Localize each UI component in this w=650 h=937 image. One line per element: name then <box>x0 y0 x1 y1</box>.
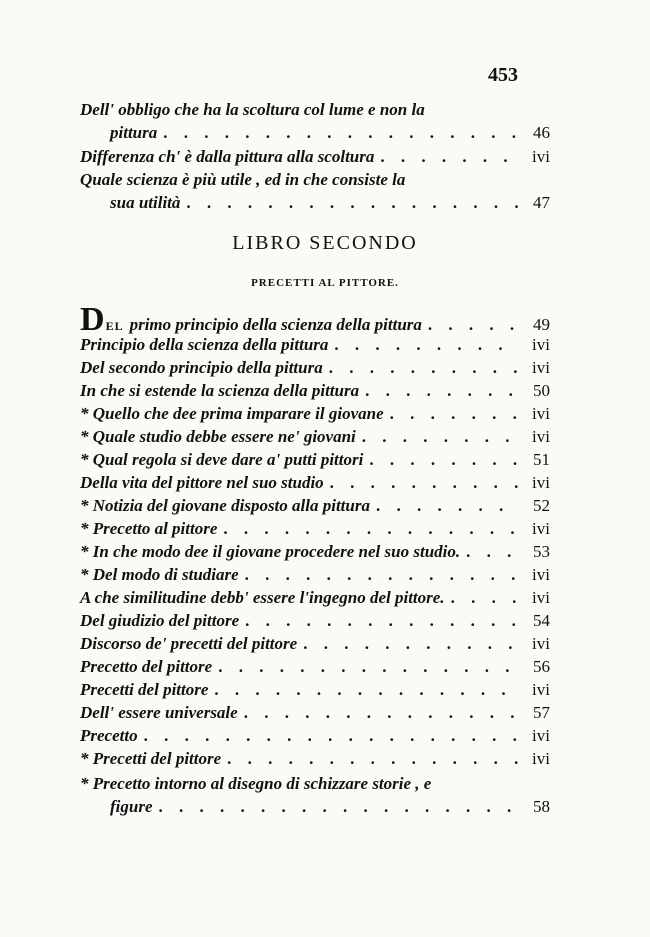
toc-entry-title: * Precetti del pittore <box>80 749 222 768</box>
toc-page: ivi <box>532 358 550 377</box>
toc-entry-title: Dell' essere universale <box>80 703 238 722</box>
leader-dots <box>451 586 518 609</box>
leader-dots <box>330 471 518 494</box>
toc-entry <box>80 772 550 818</box>
toc-entry-title: primo principio della scienza della pittura <box>129 315 422 334</box>
toc-entry-title: * Del modo di studiare <box>80 565 239 584</box>
toc-page: 52 <box>533 496 550 515</box>
toc-entry <box>80 632 550 655</box>
toc-entry <box>80 701 550 724</box>
toc-entry <box>80 586 550 609</box>
toc-entry-title: Dell' obbligo che ha la scoltura col lume e non la <box>80 100 425 119</box>
toc-page: ivi <box>532 335 550 354</box>
toc-entry-title-cont: figure <box>110 797 153 816</box>
leader-dots <box>369 448 518 471</box>
toc-entry-title: Discorso de' precetti del pittore <box>80 634 298 653</box>
toc-entry-title-cont: sua utilità <box>110 193 181 212</box>
toc-page: ivi <box>532 427 550 446</box>
small-caps: EL <box>105 319 124 333</box>
toc-entry <box>80 494 550 517</box>
toc-entry-title: Principio della scienza della pittura <box>80 335 329 354</box>
toc-page: ivi <box>532 565 550 584</box>
leader-dots <box>227 747 518 770</box>
toc-entry-title: * Quale studio debbe essere ne' giovani <box>80 427 356 446</box>
toc-page: 53 <box>533 542 550 561</box>
leader-dots <box>214 678 518 701</box>
toc-entry-title: Del secondo principio della pittura <box>80 358 323 377</box>
toc-entry-title: Precetto <box>80 726 138 745</box>
toc-page: ivi <box>532 588 550 607</box>
leader-dots <box>245 609 518 632</box>
leader-dots <box>245 563 518 586</box>
toc-entry-title: * Quello che dee prima imparare il giovane <box>80 404 384 423</box>
toc-entry-title: Precetto del pittore <box>80 657 213 676</box>
toc-entry-title: Quale scienza è più utile , ed in che consiste la <box>80 170 406 189</box>
leader-dots <box>390 402 518 425</box>
toc-entry <box>80 747 550 770</box>
leader-dots <box>218 655 518 678</box>
page-number: 453 <box>488 64 518 86</box>
toc-entry <box>80 471 550 494</box>
toc-page: 58 <box>533 797 550 816</box>
toc-entry-title: * In che modo dee il giovane procedere nel suo studio. <box>80 542 461 561</box>
toc-entry <box>80 145 550 168</box>
toc-entry-title: * Precetto intorno al disegno di schizzare storie , e <box>80 774 432 793</box>
leader-dots <box>244 701 518 724</box>
toc-entry <box>80 678 550 701</box>
toc-entry <box>80 301 550 338</box>
leader-dots <box>159 795 519 818</box>
toc-entry <box>80 655 550 678</box>
toc-entry <box>80 98 550 144</box>
toc-page: ivi <box>532 726 550 745</box>
toc-page: 51 <box>533 450 550 469</box>
drop-cap: D <box>80 301 105 338</box>
toc-list <box>80 333 550 770</box>
leader-dots <box>223 517 518 540</box>
toc-entry <box>80 540 550 563</box>
toc-entry <box>80 333 550 356</box>
toc-page: ivi <box>532 404 550 423</box>
toc-page: ivi <box>532 749 550 768</box>
leader-dots <box>376 494 518 517</box>
toc-entry-title: Precetti del pittore <box>80 680 209 699</box>
leader-dots <box>163 121 518 144</box>
toc-entry-title: A che similitudine debb' essere l'ingegno del pittore. <box>80 588 445 607</box>
section-title: PRECETTI AL PITTORE. <box>251 277 399 289</box>
toc-page: 56 <box>533 657 550 676</box>
leader-dots <box>144 724 518 747</box>
toc-page: 46 <box>533 123 550 142</box>
book-title: LIBRO SECONDO <box>232 232 418 254</box>
toc-page: ivi <box>532 473 550 492</box>
leader-dots <box>329 356 518 379</box>
toc-page: 54 <box>533 611 550 630</box>
toc-entry <box>80 448 550 471</box>
leader-dots <box>334 333 518 356</box>
toc-entry-title: In che si estende la scienza della pittura <box>80 381 360 400</box>
toc-entry <box>80 517 550 540</box>
toc-entry <box>80 724 550 747</box>
toc-page: 57 <box>533 703 550 722</box>
toc-entry-title: * Notizia del giovane disposto alla pittura <box>80 496 370 515</box>
leader-dots <box>365 379 518 402</box>
leader-dots <box>466 540 518 563</box>
toc-entry <box>80 609 550 632</box>
toc-entry <box>80 168 550 214</box>
toc-page: 49 <box>533 315 550 334</box>
toc-entry-title-cont: pittura <box>110 123 158 142</box>
toc-entry-title: Del giudizio del pittore <box>80 611 240 630</box>
leader-dots <box>303 632 518 655</box>
leader-dots <box>380 145 518 168</box>
toc-entry-title: Differenza ch' è dalla pittura alla scoltura <box>80 147 375 166</box>
toc-page: ivi <box>532 680 550 699</box>
leader-dots <box>362 425 518 448</box>
toc-page: 47 <box>533 193 550 212</box>
toc-entry <box>80 356 550 379</box>
toc-entry <box>80 563 550 586</box>
toc-page: ivi <box>532 147 550 166</box>
toc-entry-title: * Precetto al pittore <box>80 519 218 538</box>
leader-dots <box>186 191 518 214</box>
toc-entry <box>80 425 550 448</box>
toc-page: ivi <box>532 519 550 538</box>
toc-page: 50 <box>533 381 550 400</box>
toc-entry-title: * Qual regola si deve dare a' putti pittori <box>80 450 364 469</box>
toc-page: ivi <box>532 634 550 653</box>
toc-entry-title: Della vita del pittore nel suo studio <box>80 473 324 492</box>
toc-entry <box>80 402 550 425</box>
toc-entry <box>80 379 550 402</box>
